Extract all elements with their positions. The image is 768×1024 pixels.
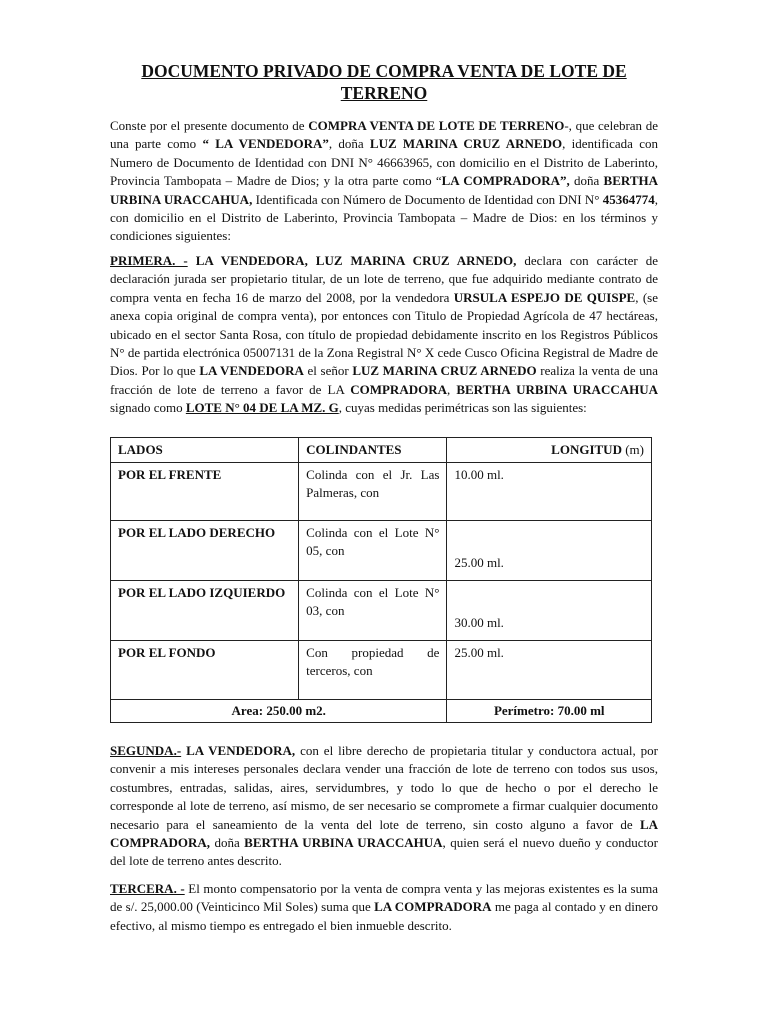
clause-bold: LA COMPRADORA	[374, 899, 492, 915]
clause-text: , (se anexa copia original de compra venta), por entonces con Titulo de Propiedad Agrícola de 47 hectáreas, ubicado en el sector Santa Rosa, con título de propiedad debidamente inscrito en los Registros Públicos N° de partida electrónica 05007131 de la Zona Registral N° X cede Cusco Oficina Registral de Madre de Dios. Por lo que	[110, 289, 658, 379]
clause-heading: TERCERA. -	[110, 881, 185, 896]
clause-bold: LA COMPRADORA,	[110, 816, 658, 851]
intro-text: Identificada con Número de Documento de Identidad con DNI N°	[252, 191, 603, 207]
clause-text: me paga al contado y en dinero efectivo, al mismo tiempo es entregado el bien inmueble descrito.	[110, 899, 659, 933]
row-lado: POR EL LADO IZQUIERDO	[111, 581, 299, 641]
clause-primera	[110, 252, 658, 418]
row-lado: POR EL FONDO	[111, 641, 299, 700]
area-total: Area: 250.00 m2.	[111, 700, 447, 723]
row-colinda: Colinda con el Lote N° 03, con	[299, 581, 447, 641]
intro-bold: BERTHA URBINA URACCAHUA,	[110, 173, 658, 207]
header-longitud-label: LONGITUD	[551, 442, 622, 457]
intro-bold: LA COMPRADORA”,	[441, 173, 570, 189]
intro-bold: 45364774	[602, 191, 655, 207]
intro-text: -, que celebran de una parte como	[110, 118, 659, 152]
clause-heading: PRIMERA. -	[110, 253, 188, 268]
table-row	[111, 641, 652, 700]
intro-text: doña	[569, 173, 604, 189]
row-longitud-value: 30.00 ml.	[454, 615, 504, 630]
intro-bold: “ LA VENDEDORA”	[202, 136, 329, 152]
intro-text: , identificada con Numero de Documento de Identidad con DNI N° 46663965, con domicilio en el Distrito de Laberinto, Provincia Tambopata – Madre de Dios; y la otra parte como “	[110, 136, 658, 189]
row-lado: POR EL LADO DERECHO	[111, 521, 299, 581]
clause-bold: LUZ MARINA CRUZ ARNEDO	[352, 363, 537, 379]
clause-text: El monto compensatorio por la venta de compra venta y las mejoras existentes es la suma de s/. 25,000.00 (Veinticinco Mil Soles) suma que	[110, 881, 658, 915]
clause-text: declara con carácter de declaración jurada ser propietario titular, de un lote de terreno, que fue adquirido mediante contrato de compra venta en fecha 16 de marzo del 2008, por la vendedora	[110, 253, 659, 305]
row-longitud	[447, 581, 652, 641]
header-colindantes: COLINDANTES	[299, 438, 447, 463]
clause-bold: URSULA ESPEJO DE QUISPE	[453, 289, 636, 305]
perimeter-table	[110, 437, 652, 723]
table-header-row	[111, 438, 652, 463]
clause-bold: BERTHA URBINA URACCAHUA	[244, 835, 443, 851]
header-lados: LADOS	[111, 438, 299, 463]
clause-text: el señor	[303, 363, 353, 379]
clause-text: doña	[210, 835, 245, 851]
row-longitud-value: 25.00 ml.	[454, 555, 504, 570]
row-lado: POR EL FRENTE	[111, 463, 299, 521]
table-row	[111, 521, 652, 581]
row-longitud: 25.00 ml.	[447, 641, 652, 700]
lot-reference: LOTE N° 04 DE LA MZ. G	[185, 400, 339, 416]
clause-text: , quien será el nuevo dueño y conductor del lote de terreno antes descrito.	[110, 835, 658, 869]
row-colinda: Colinda con el Lote N° 05, con	[299, 521, 447, 581]
perimeter-total: Perímetro: 70.00 ml	[447, 700, 652, 723]
table-footer-row	[111, 700, 652, 723]
clause-text: realiza la venta de una fracción de lote de terreno a favor de LA	[110, 363, 658, 397]
intro-paragraph	[110, 117, 658, 246]
document-title: DOCUMENTO PRIVADO DE COMPRA VENTA DE LOTE DE TERRENO	[141, 61, 627, 103]
clause-text: signado como	[110, 400, 186, 416]
clause-bold: BERTHA URBINA URACCAHUA	[456, 381, 658, 397]
row-colinda: Con propiedad de terceros, con	[299, 641, 447, 700]
clause-tercera	[110, 880, 658, 935]
clause-segunda	[110, 742, 658, 871]
row-longitud	[447, 521, 652, 581]
table-row	[111, 581, 652, 641]
clause-text: con el libre derecho de propietaria titular y conductora actual, por convenir a mis intereses personales declara vender una fracción de lote de terreno con todos sus usos, costumbres, entradas, salidas, aires, servidumbres, y todo lo que de hecho o por el derecho le corresponde al lote de terreno, así mismo, de ser necesario se compromete a firmar cualquier documento necesario para el saneamiento de la venta del lote de terreno, sin costo alguno a favor de	[110, 743, 659, 832]
clause-bold: LA VENDEDORA, LUZ MARINA CRUZ ARNEDO,	[195, 253, 517, 268]
intro-text: , doña	[328, 136, 370, 152]
table-row	[111, 463, 652, 521]
header-longitud-unit: (m)	[625, 442, 644, 457]
clause-bold: LA VENDEDORA	[199, 363, 304, 379]
row-longitud: 10.00 ml.	[447, 463, 652, 521]
clause-text: , cuyas medidas perimétricas son las siguientes:	[338, 400, 587, 416]
intro-text: Conste por el presente documento de	[110, 118, 309, 133]
intro-bold: LUZ MARINA CRUZ ARNEDO	[369, 136, 563, 152]
intro-bold: COMPRA VENTA DE LOTE DE TERRENO	[308, 118, 565, 133]
clause-text: ,	[446, 381, 457, 397]
intro-text: , con domicilio en el Distrito de Laberinto, Provincia Tambopata – Madre de Dios: en los términos y condiciones siguientes:	[110, 191, 658, 244]
header-longitud	[447, 438, 652, 463]
row-colinda: Colinda con el Jr. Las Palmeras, con	[299, 463, 447, 521]
clause-bold: LA VENDEDORA,	[186, 743, 296, 758]
clause-bold: COMPRADORA	[350, 381, 447, 397]
clause-heading: SEGUNDA.-	[110, 743, 182, 758]
